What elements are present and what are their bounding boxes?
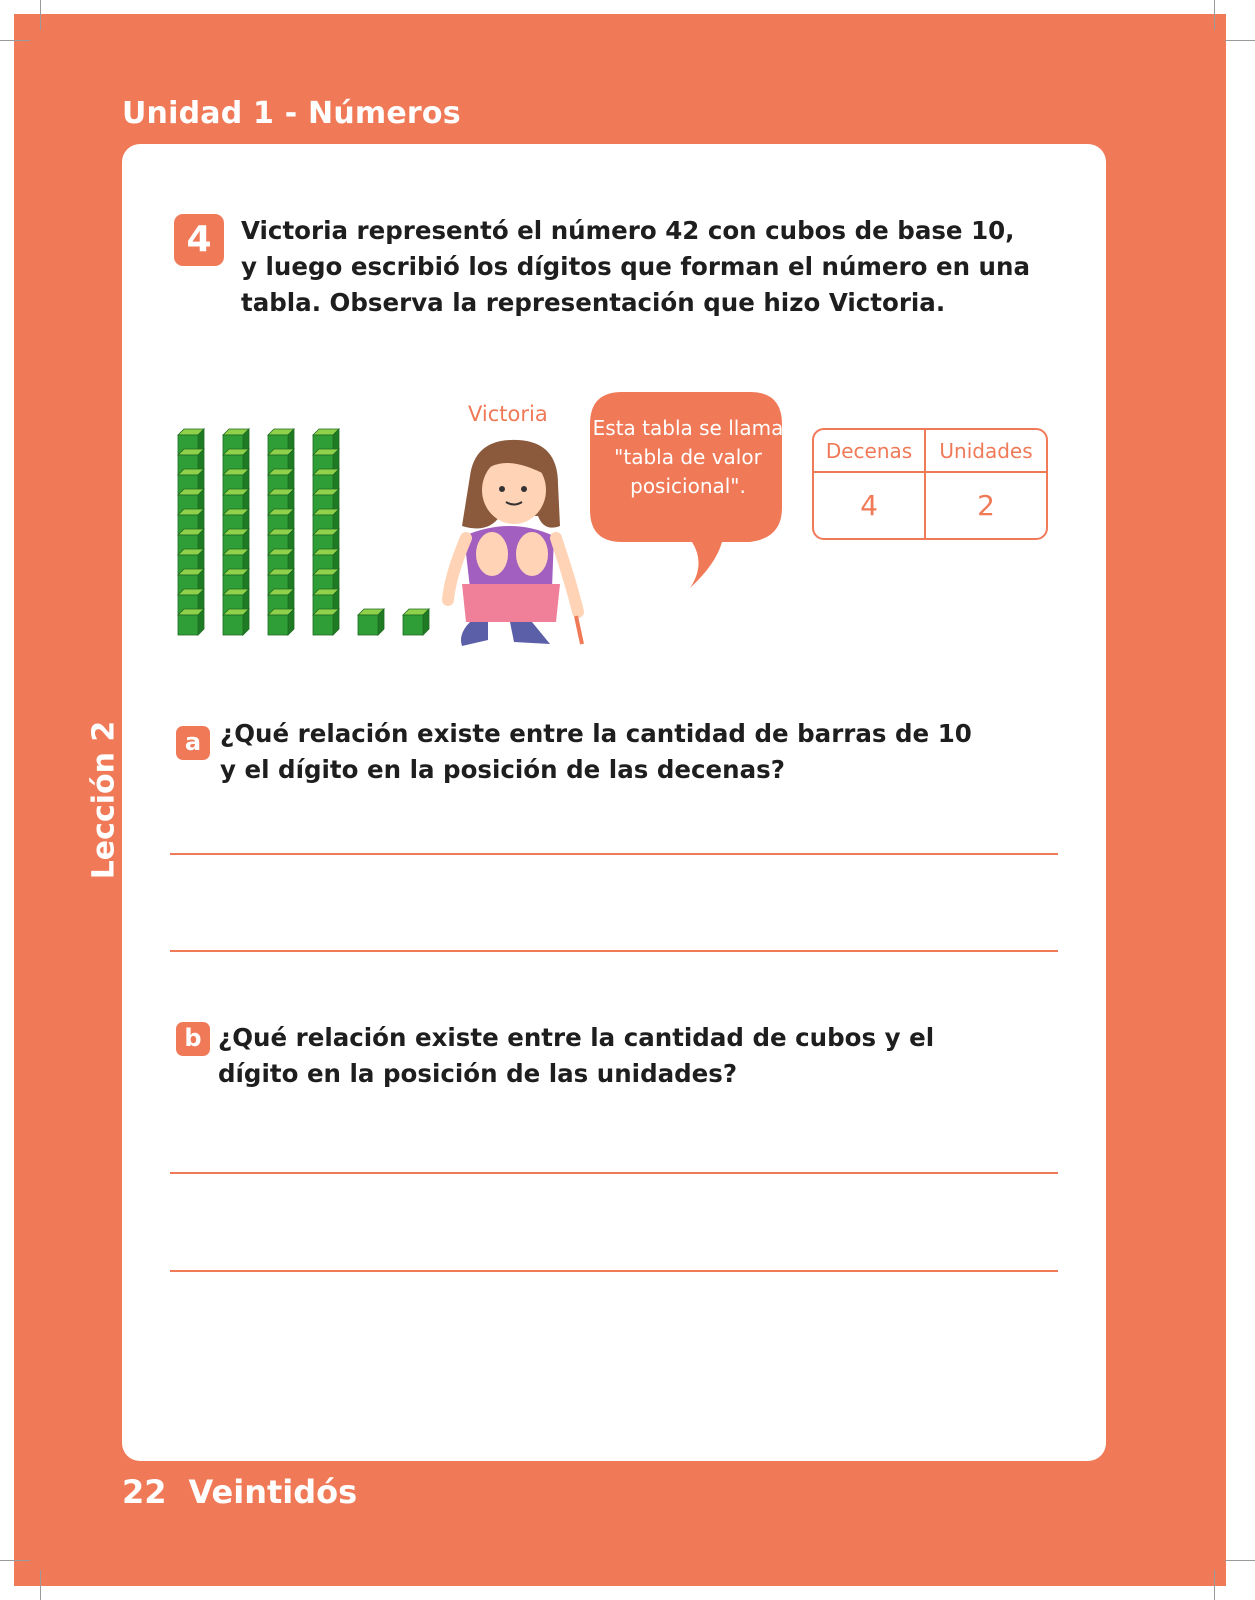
table-value-units: 2 <box>977 489 995 522</box>
question-a-badge: a <box>176 726 210 760</box>
table-value-tens: 4 <box>814 473 926 538</box>
answer-line[interactable] <box>170 1270 1058 1272</box>
crop-mark <box>40 1570 41 1600</box>
crop-mark <box>1214 1570 1215 1600</box>
content-card <box>122 144 1106 1461</box>
question-a-text: ¿Qué relación existe entre la cantidad de barras de 10 y el dígito en la posición de las decenas? <box>220 719 972 784</box>
crop-mark <box>0 40 30 41</box>
ten-bar-cube <box>313 609 339 635</box>
crop-mark <box>1214 0 1215 30</box>
exercise-number-badge: 4 <box>174 214 224 266</box>
answer-line[interactable] <box>170 1172 1058 1174</box>
exercise-prompt: Victoria representó el número 42 con cubos de base 10, y luego escribió los dígitos que forman el número en una tabla. Observa la representación que hizo Victoria. <box>241 216 1030 317</box>
question-b-badge: b <box>176 1022 210 1056</box>
character-name: Victoria <box>468 402 548 426</box>
crop-mark <box>1225 40 1255 41</box>
unit-cube <box>403 609 429 635</box>
crop-mark <box>40 0 41 30</box>
victoria-illustration <box>440 436 600 656</box>
base10-blocks <box>176 420 446 642</box>
unit-cube <box>358 609 384 635</box>
page-word: Veintidós <box>188 1473 358 1511</box>
unit-title: Unidad 1 - Números <box>122 96 461 131</box>
page-footer <box>122 1473 379 1511</box>
answer-line[interactable] <box>170 853 1058 855</box>
lesson-label: Lección 2 <box>86 720 122 880</box>
speech-bubble-text: Esta tabla se llama "tabla de valor posicional". <box>592 416 784 498</box>
page-number: 22 <box>122 1473 167 1511</box>
answer-line[interactable] <box>170 950 1058 952</box>
ten-bar-cube <box>268 609 294 635</box>
ten-bar-cube <box>223 609 249 635</box>
place-value-table <box>812 428 1048 540</box>
question-b-text: ¿Qué relación existe entre la cantidad de cubos y el dígito en la posición de las unidades? <box>218 1023 935 1088</box>
crop-mark <box>1225 1560 1255 1561</box>
table-header-units: Unidades <box>926 430 1046 473</box>
crop-mark <box>0 1560 30 1561</box>
table-header-tens: Decenas <box>814 430 926 473</box>
ten-bar-cube <box>178 609 204 635</box>
